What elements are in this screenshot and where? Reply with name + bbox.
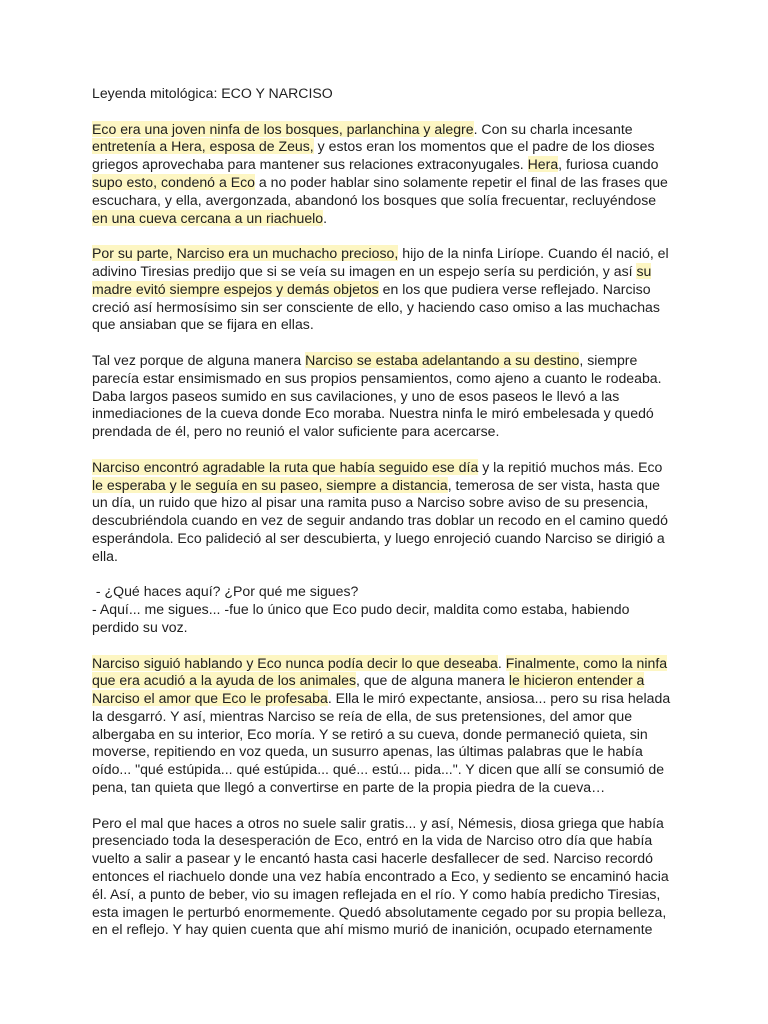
text-line — [92, 601, 682, 619]
text-line — [92, 672, 682, 690]
text-line — [92, 583, 682, 601]
text-line — [92, 477, 682, 495]
text-segment: adivino Tiresias predijo que si se veía su imagen en un espejo sería su perdición, y así — [92, 262, 637, 279]
text-segment: oído... "qué estúpida... qué estúpida... qué... estú... pida...". Y dicen que allí se consumió de — [92, 761, 665, 778]
text-segment: . — [497, 654, 506, 671]
highlighted-text: en una cueva cercana a un riachuelo — [92, 209, 324, 226]
document-body — [92, 121, 682, 940]
text-segment: que ansiaban que se fijara en ellas. — [92, 316, 314, 333]
text-line — [92, 210, 682, 228]
text-segment: . — [323, 209, 328, 226]
highlighted-text: entretenía a Hera, esposa de Zeus, — [92, 138, 314, 155]
text-segment: a no poder hablar sino solamente repetir el final de las frases que — [254, 173, 668, 190]
text-line — [92, 423, 682, 441]
text-segment: ella. — [92, 547, 118, 564]
text-line — [92, 121, 682, 139]
highlighted-text: Hera — [527, 156, 559, 173]
text-line — [92, 388, 682, 406]
highlighted-text: le hicieron entender a — [508, 672, 645, 689]
text-segment: esta imagen le perturbó enormemente. Quedó absolutamente cegado por su propia belleza, — [92, 903, 667, 920]
text-line — [92, 138, 682, 156]
text-segment: vuelto a salir a pasear y le encantó hasta casi hacerle desfallecer de sed. Narciso recordó — [92, 850, 653, 867]
text-segment: perdido su voz. — [92, 618, 188, 635]
highlighted-text: Narciso se estaba adelantando a su destino — [305, 351, 580, 368]
text-line — [92, 156, 682, 174]
text-segment: inmediaciones de la cueva donde Eco moraba. Nuestra ninfa le miró embelesada y quedó — [92, 405, 654, 422]
text-segment: - Aquí... me sigues... -fue lo único que Eco pudo decir, maldita como estaba, habiendo — [92, 601, 630, 618]
text-segment: parecía estar ensimismado en sus propios pensamientos, como ajeno a cuanto le rodeaba. — [92, 369, 662, 386]
paragraph — [92, 459, 682, 566]
text-segment: entonces el riachuelo donde una vez había encontrado a Eco, y sediento se encaminó hacia — [92, 868, 669, 885]
highlighted-text: supo esto, condenó a Eco — [92, 173, 255, 190]
text-line — [92, 174, 682, 192]
text-segment: un día, un ruido que hizo al pisar una ramita puso a Narciso sobre aviso de su presencia, — [92, 494, 649, 511]
highlighted-text: madre evitó siempre espejos y demás objetos — [92, 280, 379, 297]
paragraph — [92, 815, 682, 940]
text-line — [92, 459, 682, 477]
text-segment: en el reflejo. Y hay quien cuenta que ahí mismo murió de inanición, ocupado eternamente — [92, 921, 653, 938]
highlighted-text: Eco era una joven ninfa de los bosques, parlanchina y alegre — [92, 120, 474, 137]
text-segment: él. Así, a punto de beber, vio su imagen reflejada en el río. Y como había predicho Tiresias, — [92, 885, 661, 902]
highlighted-text: que era acudió a la ayuda de los animales — [92, 672, 357, 689]
text-line — [92, 405, 682, 423]
highlighted-text: Narciso el amor que Eco le profesaba — [92, 690, 328, 707]
text-line — [92, 263, 682, 281]
highlighted-text: Narciso encontró agradable la ruta que había seguido ese día — [92, 458, 479, 475]
text-segment: albergaba en su interior, Eco moría. Y se retiró a su cueva, donde permaneció quieta, sin — [92, 725, 648, 742]
text-segment: y la repitió muchos más. Eco — [478, 458, 663, 475]
text-line — [92, 548, 682, 566]
text-segment: Daba largos paseos sumido en sus cavilaciones, y uno de esos paseos le llevó a las — [92, 387, 620, 404]
text-segment: creció así hermosísimo sin ser consciente de ello, y haciendo caso omiso a las muchachas — [92, 298, 660, 315]
paragraph — [92, 121, 682, 228]
document-page — [92, 85, 682, 957]
text-line — [92, 370, 682, 388]
text-segment: Tal vez porque de alguna manera — [92, 351, 306, 368]
text-segment: , temerosa de ser vista, hasta que — [447, 476, 661, 493]
text-segment: presenciado toda la desesperación de Eco, entró en la vida de Narciso otro día que había — [92, 832, 653, 849]
text-line — [92, 726, 682, 744]
highlighted-text: Narciso siguió hablando y Eco nunca podía decir lo que deseaba — [92, 654, 498, 671]
text-line — [92, 245, 682, 263]
text-line — [92, 815, 682, 833]
text-line — [92, 316, 682, 334]
text-line — [92, 512, 682, 530]
highlighted-text: Finalmente, como la ninfa — [505, 654, 668, 671]
text-line — [92, 708, 682, 726]
text-line — [92, 299, 682, 317]
text-segment: pena, tan quieta que llegó a convertirse en parte de la propia piedra de la cueva… — [92, 779, 606, 796]
paragraph — [92, 655, 682, 797]
text-segment: moverse, repitiendo en voz queda, un susurro apenas, las últimas palabras que le había — [92, 743, 643, 760]
text-line — [92, 904, 682, 922]
paragraph — [92, 352, 682, 441]
document-title: Leyenda mitológica: ECO Y NARCISO — [92, 85, 333, 101]
highlighted-text: le esperaba y le seguía en su paseo, siempre a distancia — [92, 476, 448, 493]
text-segment: en los que pudiera verse reflejado. Narciso — [378, 280, 651, 297]
text-segment: , siempre — [579, 351, 638, 368]
text-segment: escuchara, y ella, avergonzada, abandonó los bosques que solía frecuentar, recluyéndose — [92, 191, 657, 208]
text-segment: . Con su charla incesante — [473, 120, 633, 137]
text-segment: Pero el mal que haces a otros no suele salir gratis... y así, Némesis, diosa griega que había — [92, 814, 664, 831]
text-line — [92, 281, 682, 299]
text-line — [92, 530, 682, 548]
highlighted-text: su — [636, 262, 652, 279]
text-segment: hijo de la ninfa Liríope. Cuando él nació, el — [398, 245, 669, 262]
text-line — [92, 192, 682, 210]
text-line — [92, 690, 682, 708]
text-segment: la desgarró. Y así, mientras Narciso se reía de ella, de sus pretensiones, del amor que — [92, 707, 633, 724]
text-line — [92, 761, 682, 779]
text-line — [92, 743, 682, 761]
text-segment: , que de alguna manera — [356, 672, 509, 689]
highlighted-text: Por su parte, Narciso era un muchacho precioso, — [92, 245, 399, 262]
text-segment: prendada de él, pero no reunió el valor suficiente para acercarse. — [92, 423, 500, 440]
paragraph — [92, 583, 682, 636]
text-line — [92, 868, 682, 886]
text-line — [92, 921, 682, 939]
paragraph — [92, 245, 682, 334]
text-segment: esperándola. Eco palideció al ser descubierta, y luego enrojeció cuando Narciso se dirigió a — [92, 529, 665, 546]
text-line — [92, 352, 682, 370]
text-segment: descubriéndola cuando en vez de seguir andando tras doblar un recodo en el camino quedó — [92, 512, 668, 529]
text-line — [92, 850, 682, 868]
text-line — [92, 779, 682, 797]
text-line — [92, 494, 682, 512]
text-segment: , furiosa cuando — [558, 156, 659, 173]
text-segment: griegos aprovechaba para mantener sus relaciones extraconyugales. — [92, 156, 528, 173]
text-line — [92, 619, 682, 637]
text-segment: . Ella le miró expectante, ansiosa... pero su risa helada — [327, 690, 671, 707]
text-segment: y estos eran los momentos que el padre de los dioses — [313, 138, 655, 155]
text-segment: - ¿Qué haces aquí? ¿Por qué me sigues? — [92, 583, 359, 600]
text-line — [92, 886, 682, 904]
text-line — [92, 655, 682, 673]
text-line — [92, 832, 682, 850]
